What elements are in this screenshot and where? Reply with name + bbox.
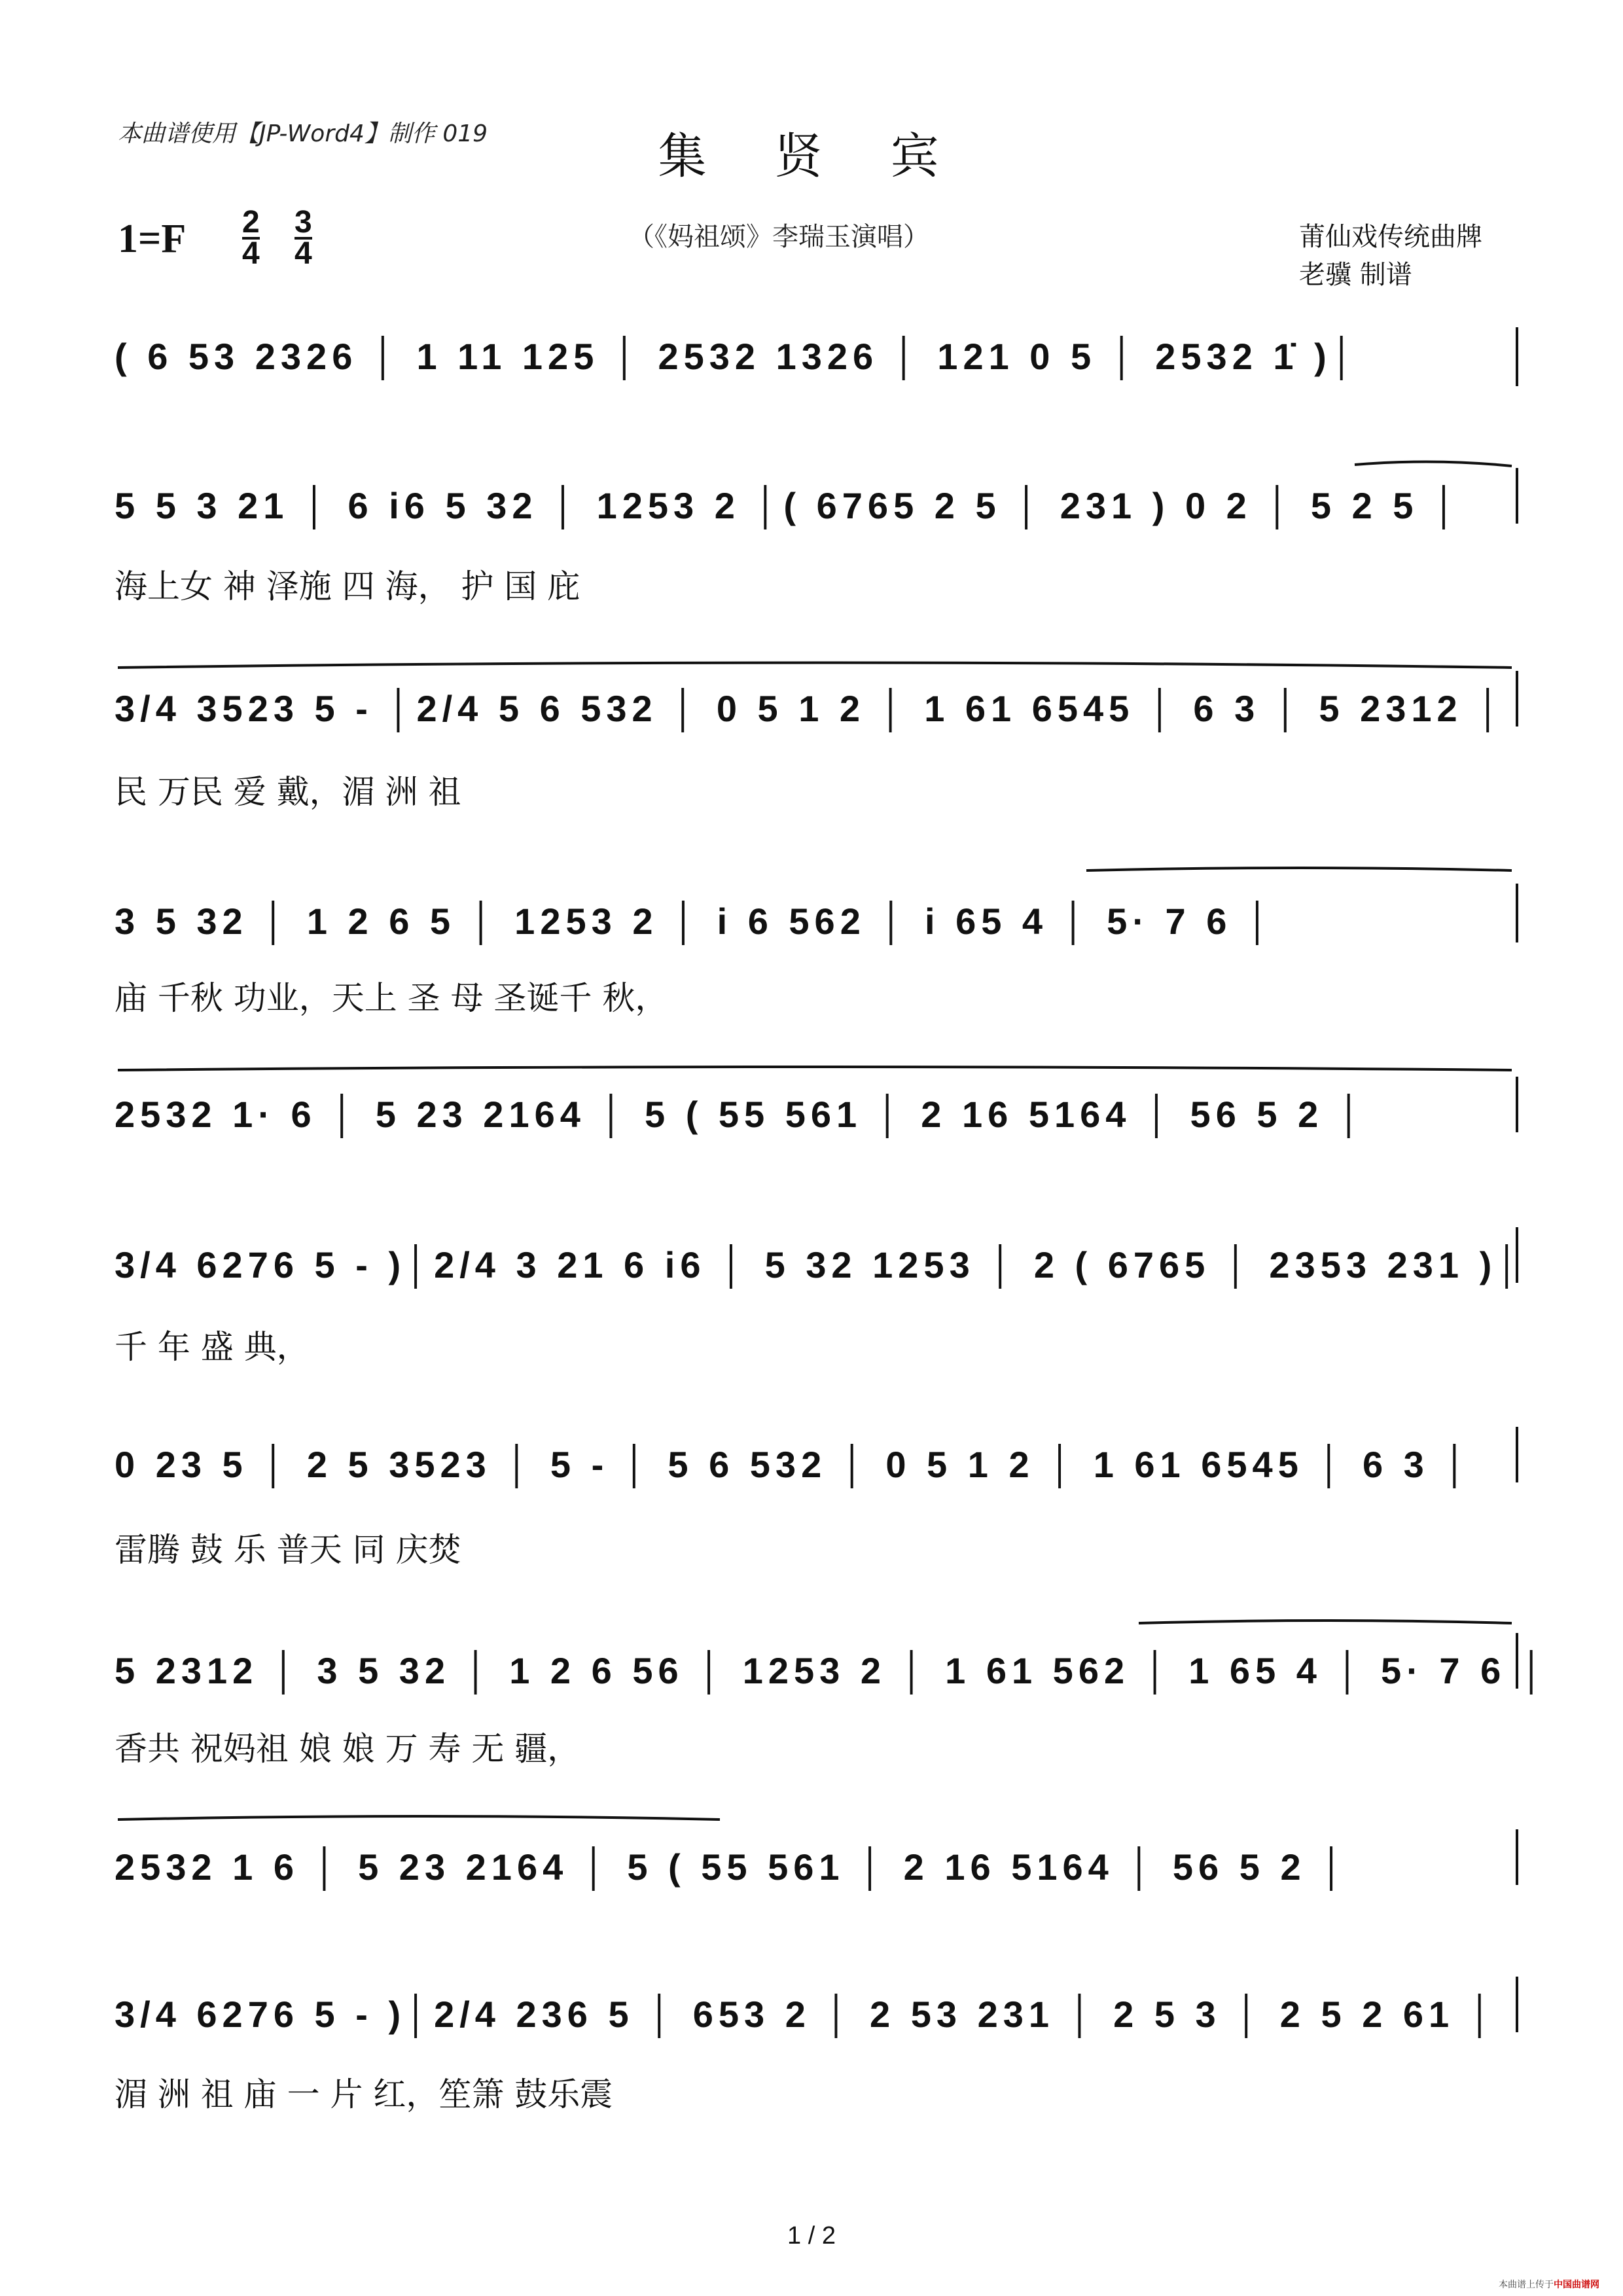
- origin-credit: 莆仙戏传统曲牌: [1299, 222, 1482, 252]
- system-1-notes: ( 6 53 2326 │ 1 11 125 │ 2532 1326 │ 121 0 5 │ 2532 1̇ )│: [115, 336, 1360, 377]
- system-2-notes: 5 5 3 21 │ 6 i6 5 32 │ 1253 2 │( 6765 2 5 │ 231 ) 0 2 │ 5 2 5 │: [115, 485, 1463, 526]
- system-3-notes: 3/4 3523 5 - │2/4 5 6 532 │ 0 5 1 2 │ 1 61 6545 │ 6 3 │ 5 2312 │: [115, 688, 1507, 729]
- system-8-lyrics: 香共 祝妈祖 娘 娘 万 寿 无 疆，: [115, 1730, 580, 1768]
- system-10-notes: 3/4 6276 5 - )│2/4 236 5 │ 653 2 │ 2 53 231 │ 2 5 3 │ 2 5 2 61 │: [115, 1994, 1498, 2035]
- key-signature: 1=F: [118, 217, 187, 261]
- system-4-lyrics: 庙 千秋 功业，天上 圣 母 圣诞千 秋，: [115, 979, 668, 1017]
- system-9-notes: 2532 1 6 │ 5 23 2164 │ 5 ( 55 561 │ 2 16 5164 │ 56 5 2 │: [115, 1846, 1350, 1888]
- song-title: 集 贤 宾: [658, 128, 965, 185]
- time-signature-3-4: 3 4: [294, 205, 312, 271]
- system-6-lyrics: 千 年 盛 典，: [115, 1328, 310, 1366]
- credit-line: 本曲谱使用【JP-Word4】制作 019: [118, 120, 488, 147]
- system-8-notes: 5 2312 │ 3 5 32 │ 1 2 6 56 │ 1253 2 │ 1 61 562 │ 1 65 4 │ 5· 7 6 │: [115, 1650, 1550, 1691]
- system-6-notes: 3/4 6276 5 - )│2/4 3 21 6 i6 │ 5 32 1253 │ 2 ( 6765 │ 2353 231 )│: [115, 1244, 1525, 1285]
- watermark: 本曲谱上传于中国曲谱网: [1499, 2280, 1599, 2290]
- system-2-lyrics: 海上女 神 泽施 四 海， 护 国 庇: [115, 567, 580, 605]
- system-4-notes: 3 5 32 │ 1 2 6 5 │ 1253 2 │ i 6 562 │ i 65 4 │ 5· 7 6 │: [115, 901, 1275, 942]
- system-7-lyrics: 雷腾 鼓 乐 普天 同 庆焚: [115, 1531, 461, 1569]
- system-3-lyrics: 民 万民 爱 戴，湄 洲 祖: [115, 773, 461, 811]
- performance-subtitle: （《妈祖颂》李瑞玉演唱）: [628, 222, 929, 252]
- system-5-notes: 2532 1· 6 │ 5 23 2164 │ 5 ( 55 561 │ 2 16 5164 │ 56 5 2 │: [115, 1094, 1367, 1135]
- system-10-lyrics: 湄 洲 祖 庙 一 片 红，笙箫 鼓乐震: [115, 2075, 613, 2113]
- arranger-credit: 老骥 制谱: [1299, 260, 1412, 290]
- time-signature-2-4: 2 4: [242, 205, 260, 271]
- system-7-notes: 0 23 5 │ 2 5 3523 │ 5 - │ 5 6 532 │ 0 5 1 2 │ 1 61 6545 │ 6 3 │: [115, 1444, 1473, 1485]
- page-number: 1 / 2: [787, 2222, 836, 2250]
